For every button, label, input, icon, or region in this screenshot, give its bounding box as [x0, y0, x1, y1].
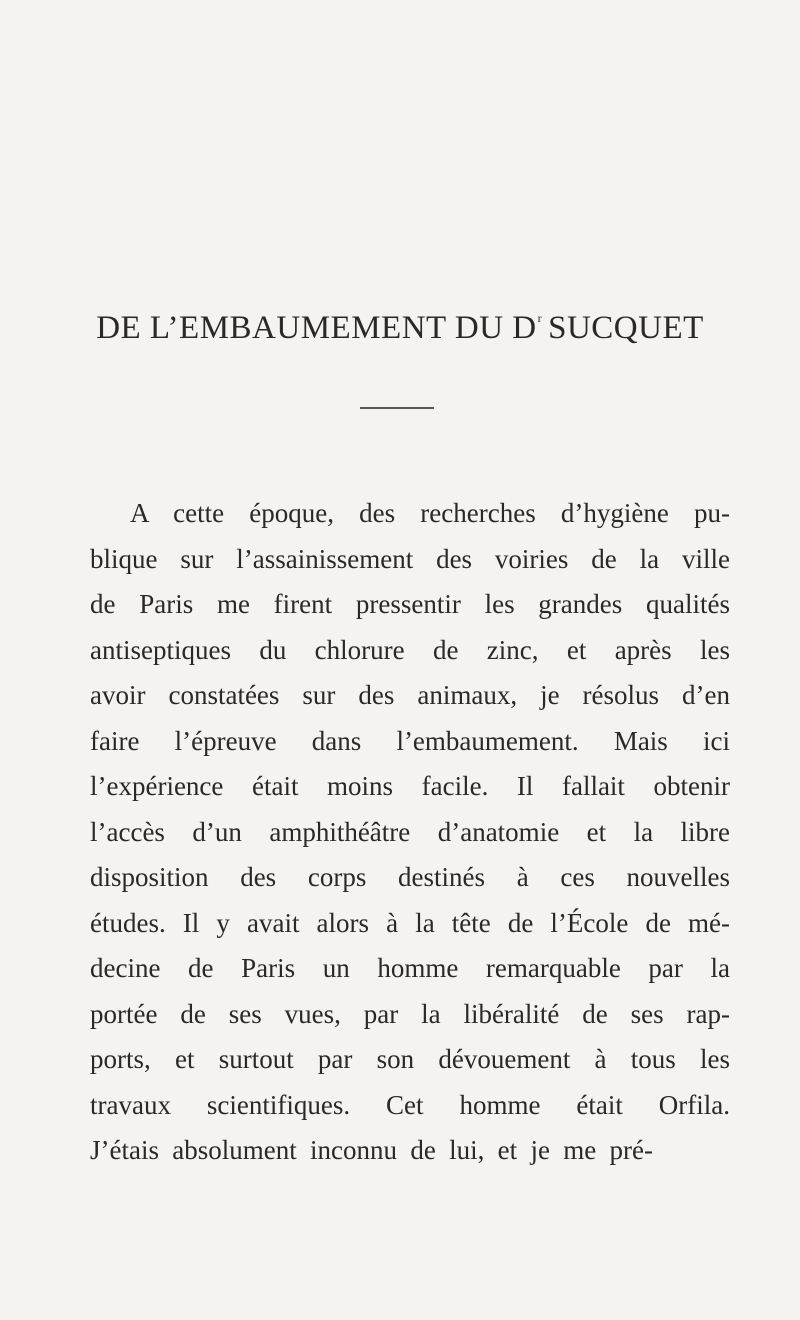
- heading-text-before-sup: DE L’EMBAUMEMENT DU D: [96, 310, 537, 346]
- text-line-8: l’accès d’un amphithéâtre d’anatomie et la libre: [90, 816, 730, 847]
- heading-superscript: r: [537, 311, 543, 325]
- heading-text-after-sup: SUCQUET: [548, 310, 704, 346]
- text-line-7: l’expérience était moins facile. Il fallait obtenir: [90, 771, 730, 801]
- text-line-5: avoir constatées sur des animaux, je résolus d’en: [90, 680, 730, 710]
- text-line-2: blique sur l’assainissement des voiries de la ville: [90, 543, 730, 574]
- text-line-6: faire l’épreuve dans l’embaumement. Mais ici: [90, 725, 730, 756]
- text-line-14: travaux scientifiques. Cet homme était Orfila.: [90, 1089, 730, 1120]
- text-line-4: antiseptiques du chlorure de zinc, et après les: [90, 634, 730, 665]
- text-line-12: portée de ses vues, par la libéralité de ses rap-: [90, 998, 730, 1029]
- text-line-3: de Paris me firent pressentir les grandes qualités: [90, 589, 730, 619]
- text-line-15: J’étais absolument inconnu de lui, et je me pré-: [90, 1135, 653, 1165]
- text-line-1: A cette époque, des recherches d’hygiène pu-: [130, 498, 730, 528]
- text-line-11: decine de Paris un homme remarquable par la: [90, 953, 730, 983]
- page-heading: [0, 310, 800, 347]
- section-divider: [360, 407, 434, 409]
- text-line-13: ports, et surtout par son dévouement à tous les: [90, 1044, 730, 1074]
- text-line-9: disposition des corps destinés à ces nouvelles: [90, 862, 730, 892]
- text-line-10: études. Il y avait alors à la tête de l’École de mé-: [90, 907, 730, 938]
